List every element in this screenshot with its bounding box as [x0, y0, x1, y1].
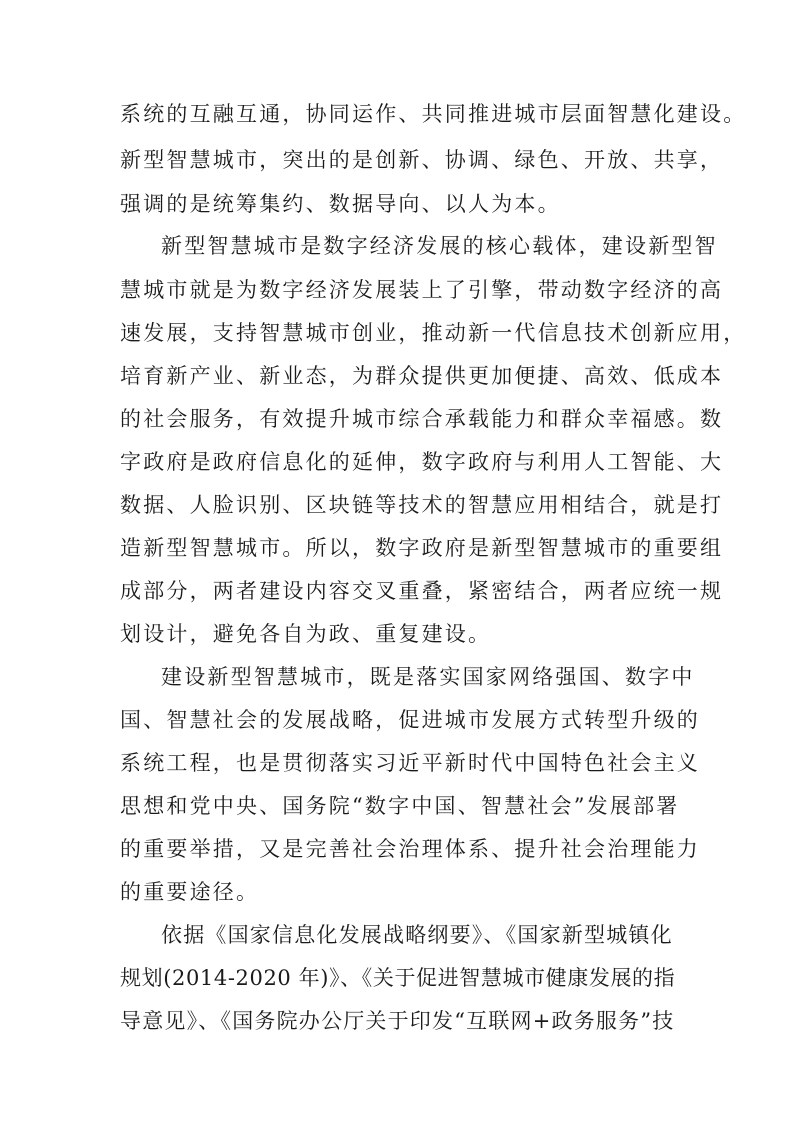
text-line: 系统的互融互通，协同运作、共同推进城市层面智慧化建设。 [120, 102, 747, 126]
text-line: 培育新产业、新业态，为群众提供更加便捷、高效、低成本 [120, 364, 724, 388]
text-line: 速发展，支持智慧城市创业，推动新一代信息技术创新应用， [120, 321, 747, 345]
text-line: 造新型智慧城市。所以，数字政府是新型智慧城市的重要组 [120, 536, 724, 560]
text-line: 系统工程，也是贯彻落实习近平新时代中国特色社会主义 [120, 751, 700, 775]
text-line: 字政府是政府信息化的延伸，数字政府与利用人工智能、大 [120, 450, 724, 474]
text-line: 的重要途径。 [120, 880, 260, 904]
text-line: 数据、人脸识别、区块链等技术的智慧应用相结合，就是打 [120, 493, 724, 517]
text-line: 新型智慧城市，突出的是创新、协调、绿色、开放、共享， [120, 148, 724, 172]
text-line: 思想和党中央、国务院“数字中国、智慧社会”发展部署 [120, 794, 680, 818]
text-line: 慧城市就是为数字经济发展装上了引擎，带动数字经济的高 [120, 278, 724, 302]
text-line: 的重要举措，又是完善社会治理体系、提升社会治理能力 [120, 837, 700, 861]
text-line: 导意见》、《国务院办公厅关于印发“互联网+政务服务”技 [120, 1009, 675, 1033]
paragraph-start-line: 建设新型智慧城市，既是落实国家网络强国、数字中 [161, 665, 695, 689]
paragraph-start-line: 新型智慧城市是数字经济发展的核心载体，建设新型智 [161, 234, 718, 258]
text-line: 成部分，两者建设内容交叉重叠，紧密结合，两者应统一规 [120, 579, 724, 603]
text-line: 的社会服务，有效提升城市综合承载能力和群众幸福感。数 [120, 407, 724, 431]
text-line: 划设计，避免各自为政、重复建设。 [120, 622, 492, 646]
paragraph-start-line: 依据《国家信息化发展战略纲要》、《国家新型城镇化 [161, 923, 673, 947]
text-line: 国、智慧社会的发展战略，促进城市发展方式转型升级的 [120, 708, 700, 732]
text-line: 规划(2014-2020 年)》、《关于促进智慧城市健康发展的指 [120, 966, 676, 990]
text-line: 强调的是统筹集约、数据导向、以人为本。 [120, 192, 561, 216]
